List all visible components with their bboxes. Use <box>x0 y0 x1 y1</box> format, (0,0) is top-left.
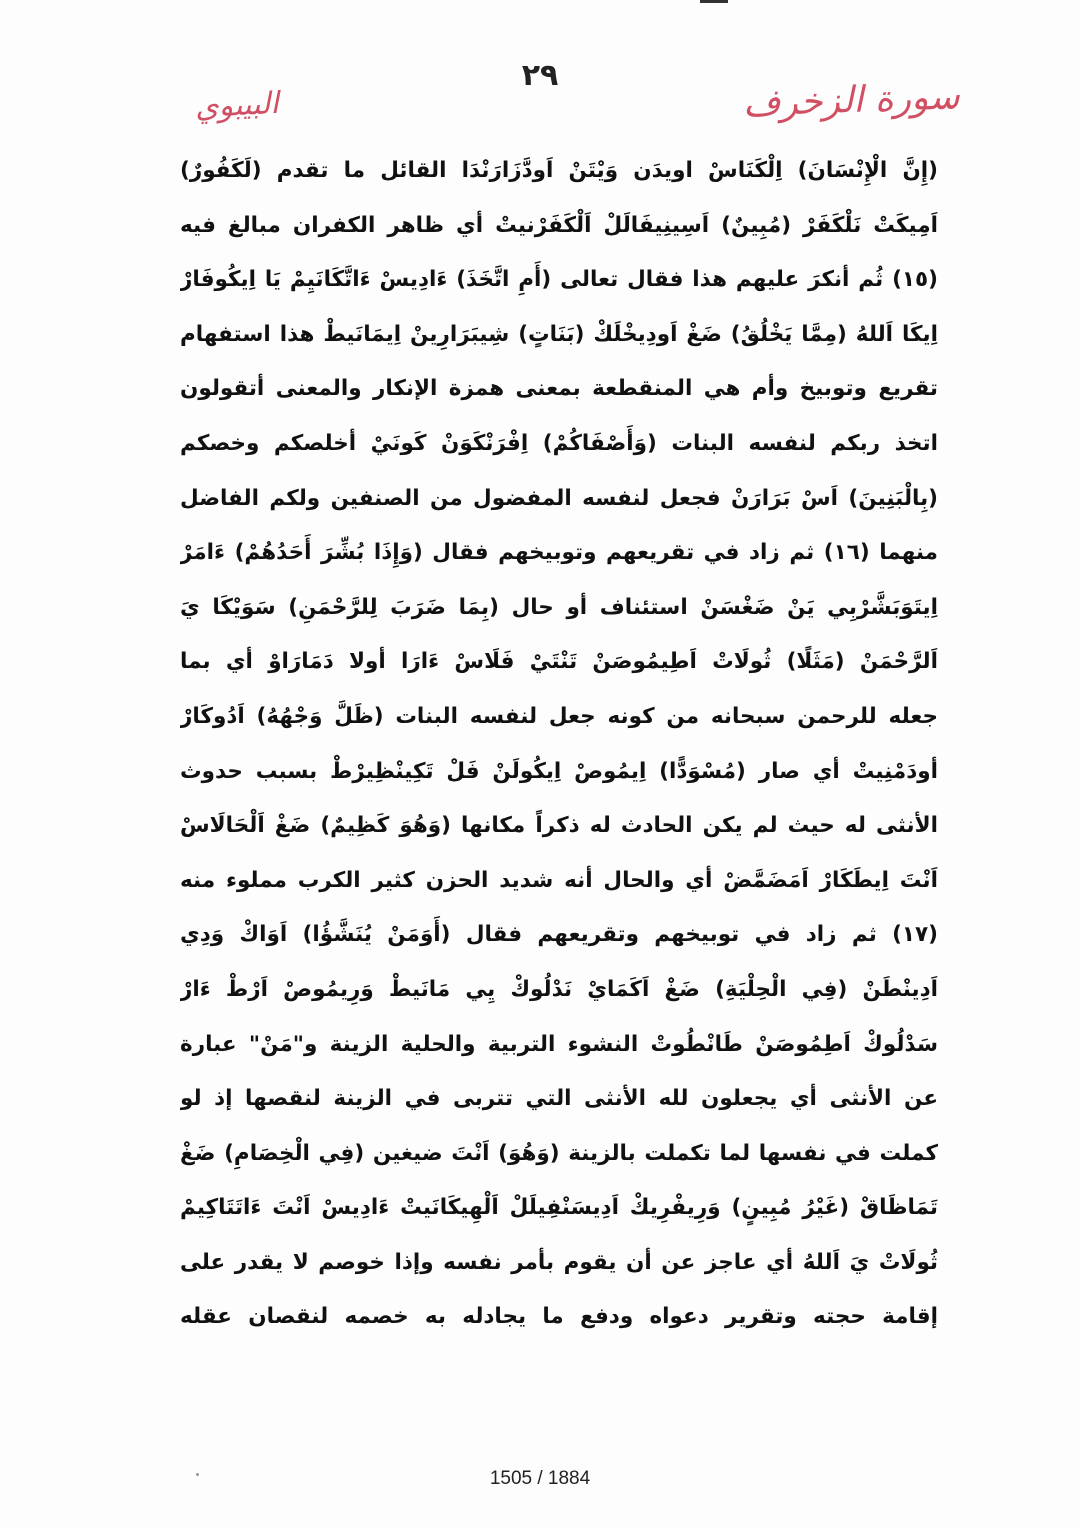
text-line-12: أودَمْنِيتْ أي صار (مُسْوَدًّا) اِيمُوصْ اِيكُولَنْ فَلْ تَكِينْظِيرْطْ بسبب حدوث <box>180 758 938 784</box>
text-line-7: (بِالْبَنِينَ) اَسْ بَرَارَنْ فجعل لنفسه المفضول من الصنفين ولكم الفاضل <box>180 485 938 511</box>
page-number: ٢٩ <box>521 58 559 93</box>
page-counter: 1505 / 1884 <box>489 1468 591 1489</box>
text-line-8: منهما (١٦) ثم زاد في تقريعهم وتوبيخهم فقال (وَإِذَا بُشِّرَ أَحَدُهُمْ) ءَامَرْ <box>180 540 938 566</box>
text-line-22: إقامة حجته وتقرير دعواه ودفع ما يجادله به خصمه لنقصان عقله <box>180 1304 938 1330</box>
tafsir-body-text <box>180 144 938 1345</box>
text-line-10: اَلرَّحْمَنْ (مَثَلًا) ثُولَاتْ اَطِيمُوصَنْ تَنْتَيْ فَلَاسْ ءَارَا أولا دَمَارَاوْ أي بما <box>180 649 938 675</box>
text-line-6: اتخذ ربكم لنفسه البنات (وَأَصْفَاكُمْ) اِفْرَنْكَوَنْ كَونَيْ أخلصكم وخصكم <box>180 430 938 456</box>
text-line-5: تقريع وتوبيخ وأم هي المنقطعة بمعنى همزة الإنكار والمعنى أتقولون <box>180 376 938 402</box>
text-line-14: اَنْتَ اِيطَكَارْ اَمَضَمَّضْ أي والحال أنه شديد الحزن كثير الكرب مملوء منه <box>180 867 938 893</box>
text-line-17: سَدْلُوكْ اَطِمُوصَنْ طَانْطُوتْ النشوء التربية والحلية الزينة و"مَنْ" عبارة <box>180 1031 938 1057</box>
handwritten-surah-note: سورة الزخرف <box>742 76 961 125</box>
text-line-21: ثُولَاتْ يَ اَللهُ أي عاجز عن أن يقوم بأمر نفسه وإذا خوصم لا يقدر على <box>180 1249 938 1275</box>
text-line-18: عن الأنثى أي يجعلون لله الأنثى التي تتربى في الزينة لنقصها إذ لو <box>180 1086 938 1112</box>
text-line-19: كملت في نفسها لما تكملت بالزينة (وَهُوَ) اَنْتَ ضيغين (فِي الْخِصَامِ) ضَغْ <box>180 1140 938 1166</box>
text-line-13: الأنثى له حيث لم يكن الحادث له ذكراً مكانها (وَهُوَ كَظِيمٌ) ضَغْ اَلْحَالَاسْ <box>180 813 938 839</box>
handwritten-margin-note: البيبوي <box>194 85 280 126</box>
text-line-15: (١٧) ثم زاد في توبيخهم وتقريعهم فقال (أَوَمَنْ يُنَشَّؤُا) اَوَاكْ وَدِي <box>180 922 938 948</box>
text-line-3: (١٥) ثُم أنكرَ عليهم هذا فقال تعالى (أَمِ اتَّخَذَ) ءَادِيسْ ءَاتَّكَانَيِمْ يَا اِيكُوفَارْ <box>180 267 938 293</box>
text-line-11: جعله للرحمن سبحانه من كونه جعل لنفسه البنات (ظَلَّ وَجْهُهُ) اَدُوكَارْ <box>180 703 938 729</box>
scan-edge-mark <box>700 0 728 3</box>
text-line-9: اِيتَوَبَشَّرْبِي يَنْ ضَغْسَنْ استئناف أو حال (بِمَا ضَرَبَ لِلرَّحْمَنِ) سَوَيْكَا يَ <box>180 594 938 620</box>
text-line-16: اَدِينْطَنْ (فِي الْحِلْيَةِ) ضَغْ اَكَمَايْ نَدْلُوكْ يِي مَانَيطْ وَرِيمُوصْ اَرْطْ ءَارْ <box>180 976 938 1002</box>
text-line-1: (إِنَّ الْإِنْسَانَ) اِلْكَنَاسْ اويدَن وَيْتَنْ اَودَّزَارَنْدَا القائل ما تقدم (لَكَفُورٌ) <box>180 158 938 183</box>
text-line-4: اِيكَا اَللهُ (مِمَّا يَخْلُقُ) ضَغْ اَودِيخْلَكْ (بَنَاتٍ) شِيبَرَارِينْ اِيمَانَيطْ هذا استفهام <box>180 321 938 347</box>
text-line-2: اَمِيكَتْ نَلْكَفَرْ (مُبِينٌ) اَسِينِيفَالَلْ اَلْكَفَرْنيتْ أي ظاهر الكفران مبالغ فيه <box>180 212 938 238</box>
text-line-20: تَمَاظَاقْ (غَيْرُ مُبِينٍ) وَرِيفْرِيكْ اَدِيسَنْفِيلَلْ اَلْهِيكَانَيتْ ءَادِيسْ اَنْتَ ءَاتَتَاكِيمْ <box>180 1195 938 1221</box>
